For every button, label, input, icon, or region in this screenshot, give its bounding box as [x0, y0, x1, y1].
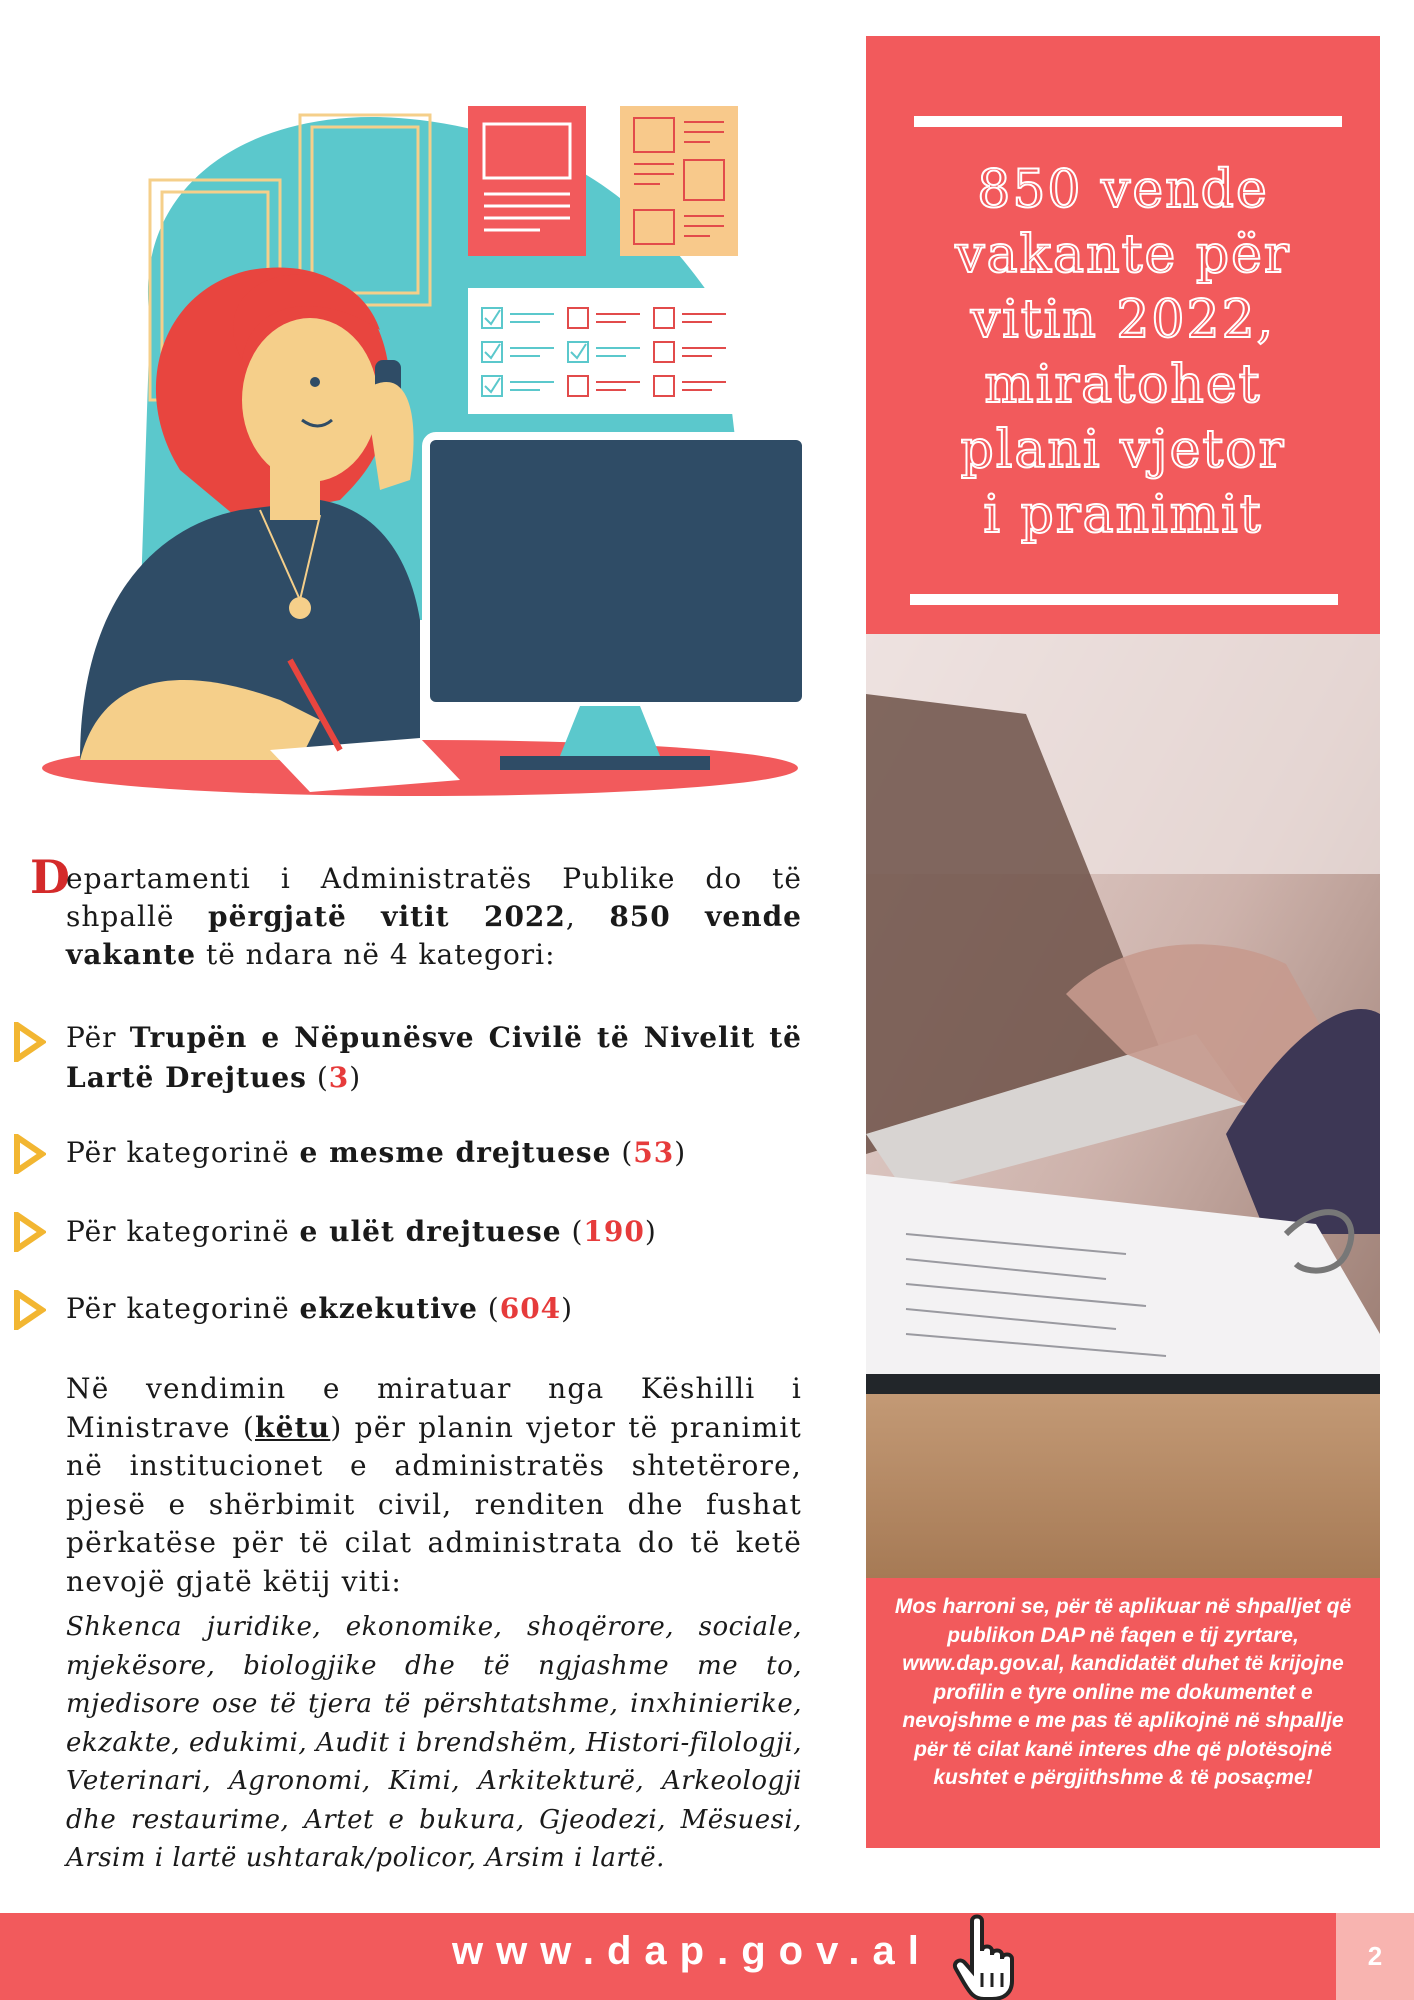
hand-pointer-icon	[950, 1913, 1020, 2000]
page-title: 850 vende vakante për vitin 2022, miratohet plani vjetor i pranimit	[955, 160, 1291, 545]
triangle-arrow-icon	[14, 1212, 46, 1252]
decision-paragraph: Në vendimin e miratuar nga Këshilli i Ministrave (këtu) për planin vjetor të pranimit në institucionet e administratës shtetërore, pjesë e shërbimit civil, renditen dhe fushat përkatëse për të cilat administrata do të ketë nevojë gjatë këtij viti:	[66, 1372, 802, 1598]
laptop-document-photo	[866, 634, 1380, 1578]
list-item: Për kategorinë ekzekutive (604)	[66, 1292, 574, 1325]
list-item: Për kategorinë e ulët drejtuese (190)	[66, 1215, 657, 1248]
fields-list: Shkenca juridike, ekonomike, shoqërore, sociale, mjekësore, biologjike dhe të ngjashme me to, mjedisore ose të tjera të përshtatshme, inxhinierike, ekzakte, edukimi, Audit i brendshëm, Histori-filologji, Veterinari, Agronomi, Kimi, Arkitekturë, Arkeologji dhe restaurime, Artet e bukura, Gjeodezi, Mësuesi, Arsim i lartë ushtarak/policor, Arsim i lartë.	[66, 1612, 802, 1873]
title-top-rule	[914, 116, 1342, 127]
website-link[interactable]: www.dap.gov.al	[452, 1929, 932, 1973]
title-bottom-rule	[910, 594, 1338, 605]
page-number: 2	[1336, 1913, 1414, 2000]
triangle-arrow-icon	[14, 1022, 46, 1062]
decision-link[interactable]: këtu	[255, 1410, 331, 1444]
office-woman-illustration	[20, 60, 810, 800]
title-panel	[866, 36, 1380, 634]
triangle-arrow-icon	[14, 1290, 46, 1330]
list-item: Për Trupën e Nëpunësve Civilë të Nivelit të Lartë Drejtues (3)	[66, 1021, 803, 1094]
triangle-arrow-icon	[14, 1134, 46, 1174]
intro-paragraph: epartamenti i Administratës Publike do të shpallë përgjatë vitit 2022, 850 vende vakante të ndara në 4 kategori:	[66, 862, 802, 971]
drop-cap: D	[30, 850, 70, 904]
application-reminder-note: Mos harroni se, për të aplikuar në shpalljet që publikon DAP në faqen e tij zyrtare, www.dap.gov.al, kandidatët duhet të krijojne profilin e tyre online me dokumentet e nevojshme e me pas të aplikojnë në shpallje për të cilat kanë interes dhe që plotësojnë kushtet e përgjithshme & të posaçme!	[866, 1578, 1380, 1848]
list-item: Për kategorinë e mesme drejtuese (53)	[66, 1136, 687, 1169]
footer-bar	[0, 1913, 1414, 2000]
